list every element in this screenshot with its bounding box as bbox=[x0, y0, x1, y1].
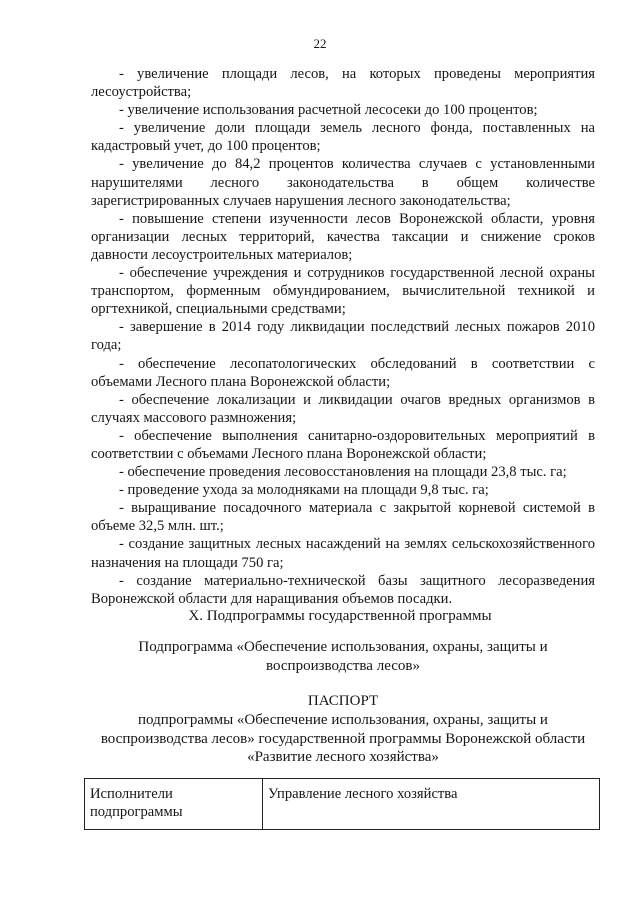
goal-item: - проведение ухода за молодняками на площади 9,8 тыс. га; bbox=[119, 482, 489, 499]
goal-item: - обеспечение локализации и ликвидации очагов вредных организмов в случаях массового размножения; bbox=[91, 391, 595, 426]
passport-table bbox=[84, 778, 600, 830]
goal-item: - выращивание посадочного материала с закрытой корневой системой в объеме 32,5 млн. шт.; bbox=[91, 500, 595, 535]
passport-subtitle: подпрограммы «Обеспечение использования, охраны, защиты и воспроизводства лесов» государственной программы Воронежской области «Развитие лесного хозяйства» bbox=[100, 712, 586, 765]
table-label-cell: Исполнители подпрограммы bbox=[85, 779, 263, 830]
goal-item: - повышение степени изученности лесов Воронежской области, уровня организации лесных территорий, качества таксации и снижение сроков давности лесоустроительных материалов; bbox=[91, 210, 595, 263]
goal-item: - завершение в 2014 году ликвидации последствий лесных пожаров 2010 года; bbox=[91, 319, 595, 354]
goal-item: - увеличение до 84,2 процентов количества случаев с установленными нарушителями лесного законодательства в общем количестве зарегистрированных случаев нарушения лесного законодательства; bbox=[91, 156, 595, 209]
goal-item: - обеспечение проведения лесовосстановления на площади 23,8 тыс. га; bbox=[119, 464, 567, 481]
table-value-cell: Управление лесного хозяйства bbox=[263, 779, 600, 830]
goal-item: - создание защитных лесных насаждений на землях сельскохозяйственного назначения на площади 750 га; bbox=[91, 536, 595, 571]
goal-item: - увеличение доли площади земель лесного фонда, поставленных на кадастровый учет, до 100 процентов; bbox=[91, 120, 595, 155]
goal-item: - создание материально-технической базы защитного лесоразведения Воронежской области для наращивания объемов посадки. bbox=[91, 572, 595, 607]
goal-item: - увеличение площади лесов, на которых проведены мероприятия лесоустройства; bbox=[91, 66, 595, 101]
page-number: 22 bbox=[313, 36, 327, 51]
goal-item: - обеспечение учреждения и сотрудников государственной лесной охраны транспортом, форменным обмундированием, вычислительной техникой и оргтехникой, специальными средствами; bbox=[91, 265, 595, 318]
section-title: X. Подпрограммы государственной программы bbox=[188, 608, 492, 624]
goals-list bbox=[91, 65, 595, 608]
goal-item: - увеличение использования расчетной лесосеки до 100 процентов; bbox=[119, 102, 538, 119]
goal-item: - обеспечение лесопатологических обследований в соответствии с объемами Лесного плана Воронежской области; bbox=[91, 355, 595, 390]
subprogram-title: Подпрограмма «Обеспечение использования, охраны, защиты и воспроизводства лесов» bbox=[138, 639, 548, 674]
goal-item: - обеспечение выполнения санитарно-оздоровительных мероприятий в соответствии с объемами Лесного плана Воронежской области; bbox=[91, 427, 595, 462]
passport-heading: ПАСПОРТ bbox=[307, 693, 379, 709]
table-row bbox=[85, 779, 600, 830]
